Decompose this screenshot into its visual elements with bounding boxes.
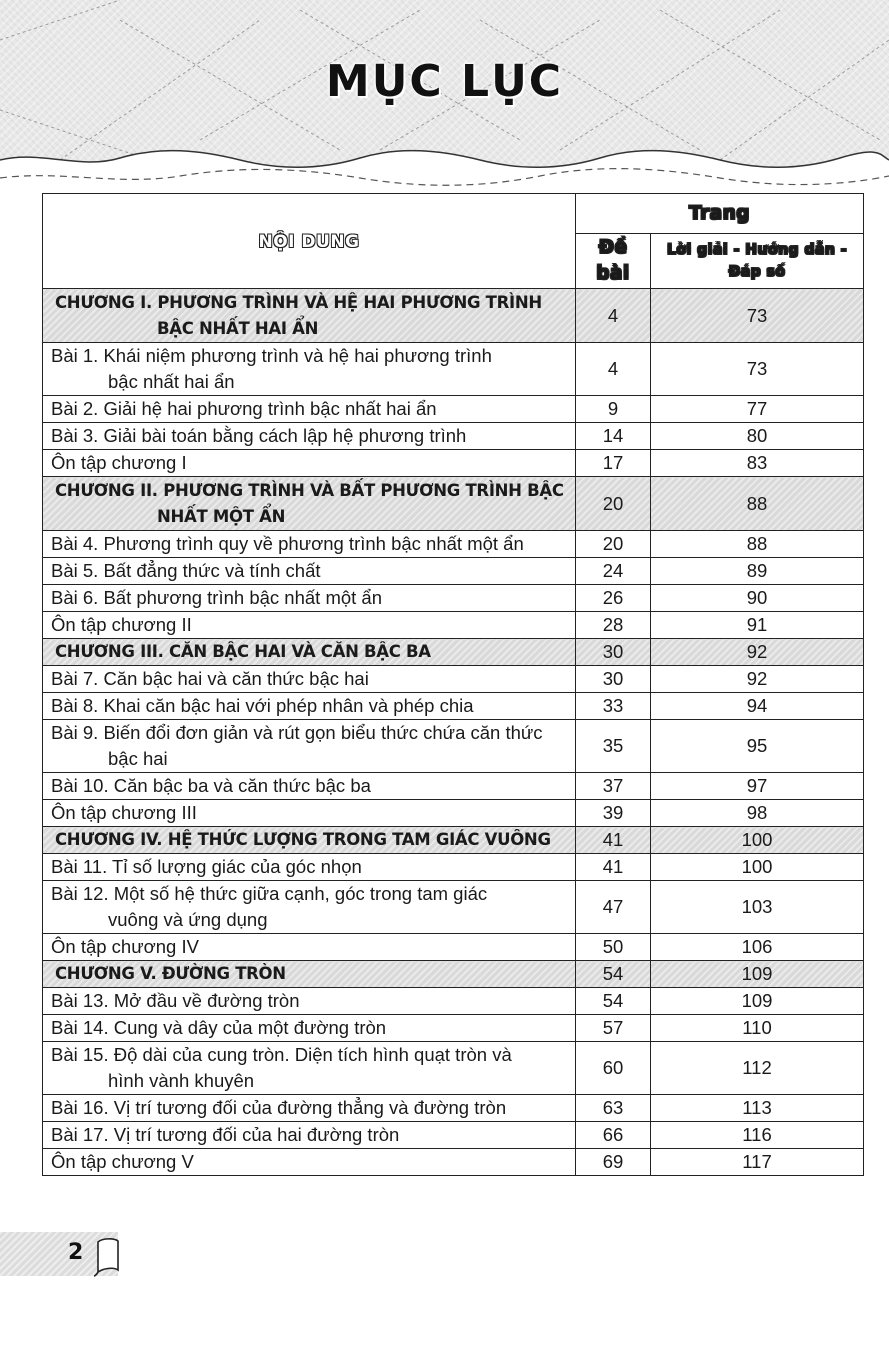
entry-title-line: Bài 7. Căn bậc hai và căn thức bậc hai bbox=[51, 668, 369, 689]
exercise-page: 17 bbox=[576, 450, 651, 477]
solution-page: 91 bbox=[651, 612, 864, 639]
entry-title bbox=[43, 450, 576, 477]
lesson-row bbox=[43, 1095, 864, 1122]
lesson-row bbox=[43, 1122, 864, 1149]
solution-page: 117 bbox=[651, 1149, 864, 1176]
entry-title bbox=[43, 720, 576, 773]
chapter-row bbox=[43, 289, 864, 343]
solution-page: 92 bbox=[651, 666, 864, 693]
exercise-page: 30 bbox=[576, 639, 651, 666]
solution-page: 97 bbox=[651, 773, 864, 800]
lesson-row bbox=[43, 423, 864, 450]
entry-title bbox=[43, 693, 576, 720]
exercise-page: 9 bbox=[576, 396, 651, 423]
exercise-page: 41 bbox=[576, 827, 651, 854]
solution-page: 94 bbox=[651, 693, 864, 720]
toc-table bbox=[42, 193, 864, 1176]
entry-title bbox=[43, 1122, 576, 1149]
entry-title bbox=[43, 289, 576, 343]
solution-page: 77 bbox=[651, 396, 864, 423]
entry-title bbox=[43, 612, 576, 639]
header-banner bbox=[0, 0, 889, 180]
lesson-row bbox=[43, 343, 864, 396]
entry-title-line: Bài 8. Khai căn bậc hai với phép nhân và phép chia bbox=[51, 695, 474, 716]
entry-title bbox=[43, 666, 576, 693]
lesson-row bbox=[43, 531, 864, 558]
entry-title-continuation: vuông và ứng dụng bbox=[108, 909, 268, 930]
solution-page: 73 bbox=[651, 343, 864, 396]
solution-page: 98 bbox=[651, 800, 864, 827]
entry-title-line: Bài 12. Một số hệ thức giữa cạnh, góc trong tam giác bbox=[51, 883, 488, 904]
entry-title-line: CHƯƠNG I. PHƯƠNG TRÌNH VÀ HỆ HAI PHƯƠNG TRÌNH bbox=[55, 292, 542, 312]
page-number: 2 bbox=[68, 1240, 84, 1265]
solution-page: 109 bbox=[651, 961, 864, 988]
entry-title bbox=[43, 639, 576, 666]
entry-title-line: Ôn tập chương II bbox=[51, 614, 192, 635]
solution-page: 112 bbox=[651, 1042, 864, 1095]
entry-title bbox=[43, 1149, 576, 1176]
lesson-row bbox=[43, 1149, 864, 1176]
entry-title-line: Bài 1. Khái niệm phương trình và hệ hai phương trình bbox=[51, 345, 492, 366]
exercise-page: 50 bbox=[576, 934, 651, 961]
entry-title bbox=[43, 961, 576, 988]
solution-page: 80 bbox=[651, 423, 864, 450]
entry-title-continuation: bậc nhất hai ẩn bbox=[108, 371, 235, 392]
exercise-page: 24 bbox=[576, 558, 651, 585]
solution-page: 109 bbox=[651, 988, 864, 1015]
solution-page: 100 bbox=[651, 827, 864, 854]
exercise-page: 4 bbox=[576, 289, 651, 343]
solution-page: 88 bbox=[651, 531, 864, 558]
entry-title-line: Bài 5. Bất đẳng thức và tính chất bbox=[51, 560, 321, 581]
entry-title-continuation: BẬC NHẤT HAI ẨN bbox=[157, 318, 319, 338]
solution-page: 92 bbox=[651, 639, 864, 666]
entry-title bbox=[43, 396, 576, 423]
entry-title-line: Bài 2. Giải hệ hai phương trình bậc nhất hai ẩn bbox=[51, 398, 437, 419]
lesson-row bbox=[43, 450, 864, 477]
chapter-row bbox=[43, 477, 864, 531]
entry-title-line: Bài 17. Vị trí tương đối của hai đường tròn bbox=[51, 1124, 400, 1145]
entry-title bbox=[43, 800, 576, 827]
entry-title-line: Bài 6. Bất phương trình bậc nhất một ẩn bbox=[51, 587, 382, 608]
entry-title-continuation: hình vành khuyên bbox=[108, 1070, 255, 1091]
exercise-page: 54 bbox=[576, 961, 651, 988]
entry-title bbox=[43, 477, 576, 531]
solution-page: 110 bbox=[651, 1015, 864, 1042]
chapter-row bbox=[43, 639, 864, 666]
lesson-row bbox=[43, 1042, 864, 1095]
entry-title bbox=[43, 343, 576, 396]
chapter-row bbox=[43, 961, 864, 988]
entry-title-line: Bài 16. Vị trí tương đối của đường thẳng và đường tròn bbox=[51, 1097, 507, 1118]
lesson-row bbox=[43, 720, 864, 773]
exercise-page: 20 bbox=[576, 531, 651, 558]
exercise-page: 20 bbox=[576, 477, 651, 531]
entry-title-line: CHƯƠNG III. CĂN BẬC HAI VÀ CĂN BẬC BA bbox=[55, 642, 431, 661]
exercise-page: 30 bbox=[576, 666, 651, 693]
entry-title-line: CHƯƠNG IV. HỆ THỨC LƯỢNG TRONG TAM GIÁC VUÔNG bbox=[55, 830, 551, 849]
entry-title-line: Ôn tập chương V bbox=[51, 1151, 194, 1172]
content-header bbox=[43, 194, 576, 289]
exercise-page: 39 bbox=[576, 800, 651, 827]
solution-page: 83 bbox=[651, 450, 864, 477]
entry-title-line: Bài 13. Mở đầu về đường tròn bbox=[51, 990, 300, 1011]
exercise-page: 66 bbox=[576, 1122, 651, 1149]
entry-title-line: CHƯƠNG II. PHƯƠNG TRÌNH VÀ BẤT PHƯƠNG TRÌNH BẬC bbox=[55, 480, 564, 500]
entry-title-line: Bài 10. Căn bậc ba và căn thức bậc ba bbox=[51, 775, 371, 796]
exercise-page: 54 bbox=[576, 988, 651, 1015]
entry-title bbox=[43, 854, 576, 881]
entry-title-line: Ôn tập chương III bbox=[51, 802, 197, 823]
entry-title bbox=[43, 1015, 576, 1042]
exercise-page: 63 bbox=[576, 1095, 651, 1122]
entry-title bbox=[43, 934, 576, 961]
lesson-row bbox=[43, 773, 864, 800]
content-header-label: NỘI DUNG bbox=[258, 231, 360, 252]
solution-page: 95 bbox=[651, 720, 864, 773]
lesson-row bbox=[43, 854, 864, 881]
entry-title bbox=[43, 531, 576, 558]
entry-title bbox=[43, 585, 576, 612]
solution-page: 88 bbox=[651, 477, 864, 531]
entry-title bbox=[43, 988, 576, 1015]
entry-title bbox=[43, 423, 576, 450]
solution-page: 116 bbox=[651, 1122, 864, 1149]
entry-title-line: Bài 15. Độ dài của cung tròn. Diện tích hình quạt tròn và bbox=[51, 1044, 512, 1065]
lesson-row bbox=[43, 934, 864, 961]
solution-page: 73 bbox=[651, 289, 864, 343]
entry-title-continuation: NHẤT MỘT ẨN bbox=[157, 506, 286, 526]
entry-title-line: Bài 4. Phương trình quy về phương trình bậc nhất một ẩn bbox=[51, 533, 524, 554]
exercise-page: 4 bbox=[576, 343, 651, 396]
solution-header: Lời giải - Hướng dẫn - Đáp số bbox=[651, 234, 864, 289]
lesson-row bbox=[43, 666, 864, 693]
lesson-row bbox=[43, 396, 864, 423]
entry-title-continuation: bậc hai bbox=[108, 748, 168, 769]
lesson-row bbox=[43, 881, 864, 934]
exercise-page: 47 bbox=[576, 881, 651, 934]
exercise-page: 28 bbox=[576, 612, 651, 639]
entry-title-line: Bài 14. Cung và dây của một đường tròn bbox=[51, 1017, 387, 1038]
page-header: Trang bbox=[576, 194, 864, 234]
solution-page: 103 bbox=[651, 881, 864, 934]
exercise-page: 60 bbox=[576, 1042, 651, 1095]
entry-title-line: Bài 9. Biến đổi đơn giản và rút gọn biểu thức chứa căn thức bbox=[51, 722, 543, 743]
entry-title bbox=[43, 1095, 576, 1122]
exercise-page: 33 bbox=[576, 693, 651, 720]
entry-title bbox=[43, 1042, 576, 1095]
lesson-row bbox=[43, 585, 864, 612]
lesson-row bbox=[43, 612, 864, 639]
entry-title-line: Bài 11. Tỉ số lượng giác của góc nhọn bbox=[51, 856, 362, 877]
page-title: MỤC LỤC bbox=[325, 56, 564, 107]
solution-page: 113 bbox=[651, 1095, 864, 1122]
lesson-row bbox=[43, 988, 864, 1015]
book-page-icon bbox=[92, 1236, 122, 1278]
exercise-page: 37 bbox=[576, 773, 651, 800]
entry-title-line: Bài 3. Giải bài toán bằng cách lập hệ phương trình bbox=[51, 425, 467, 446]
entry-title-line: Ôn tập chương IV bbox=[51, 936, 199, 957]
exercise-header: Đề bài bbox=[576, 234, 651, 289]
exercise-page: 69 bbox=[576, 1149, 651, 1176]
entry-title bbox=[43, 827, 576, 854]
exercise-page: 41 bbox=[576, 854, 651, 881]
entry-title-line: CHƯƠNG V. ĐƯỜNG TRÒN bbox=[55, 964, 286, 983]
solution-page: 100 bbox=[651, 854, 864, 881]
entry-title bbox=[43, 773, 576, 800]
solution-page: 106 bbox=[651, 934, 864, 961]
entry-title bbox=[43, 558, 576, 585]
lesson-row bbox=[43, 1015, 864, 1042]
exercise-page: 14 bbox=[576, 423, 651, 450]
exercise-page: 57 bbox=[576, 1015, 651, 1042]
chapter-row bbox=[43, 827, 864, 854]
exercise-page: 35 bbox=[576, 720, 651, 773]
exercise-page: 26 bbox=[576, 585, 651, 612]
entry-title bbox=[43, 881, 576, 934]
entry-title-line: Ôn tập chương I bbox=[51, 452, 187, 473]
solution-page: 89 bbox=[651, 558, 864, 585]
lesson-row bbox=[43, 693, 864, 720]
solution-page: 90 bbox=[651, 585, 864, 612]
lesson-row bbox=[43, 800, 864, 827]
lesson-row bbox=[43, 558, 864, 585]
